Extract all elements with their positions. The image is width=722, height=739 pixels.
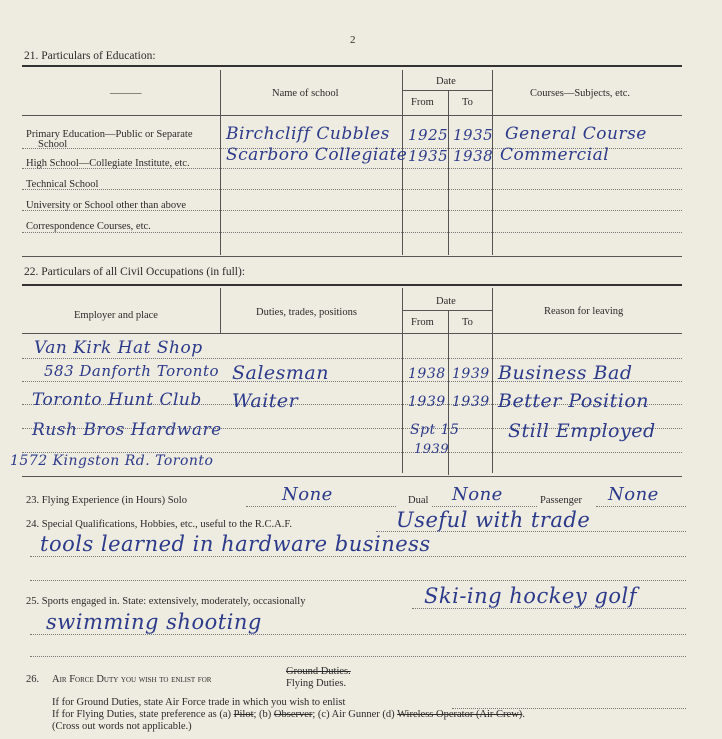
section-23-label: 23. Flying Experience (in Hours) Solo — [26, 495, 187, 506]
duties-1: Salesman — [232, 362, 329, 384]
option-b: ; (b) — [253, 709, 272, 720]
flying-end: . — [522, 709, 525, 720]
s25-line-2 — [30, 634, 686, 635]
occ-3-from: Spt 15 — [410, 422, 460, 438]
occ-2-to: 1939 — [452, 394, 490, 410]
primary-course: General Course — [505, 124, 647, 144]
occ-1-from: 1938 — [408, 366, 446, 382]
col-from: From — [411, 97, 434, 108]
col-reason: Reason for leaving — [544, 306, 624, 317]
employer-1-name: Van Kirk Hat Shop — [34, 338, 203, 358]
employer-3-place: 1572 Kingston Rd. Toronto — [10, 453, 214, 469]
dual-label: Dual — [408, 495, 429, 506]
option-c: ; (c) Air Gunner (d) — [312, 709, 395, 720]
wireless-option: Wireless Operator (Air Crew) — [397, 709, 523, 720]
col-date-22: Date — [436, 296, 456, 307]
section-26-num: 26. — [26, 674, 40, 685]
col-school: Name of school — [272, 88, 339, 99]
duties-2: Waiter — [232, 390, 299, 412]
cross-out-note: (Cross out words not applicable.) — [52, 721, 192, 732]
s24-line-2 — [30, 556, 686, 557]
sports-2: swimming shooting — [46, 610, 262, 634]
observer-option: Observer — [273, 709, 313, 720]
occ-3-from-year: 1939 — [414, 442, 450, 457]
section-21-title: 21. Particulars of Education: — [24, 50, 156, 62]
occ-2-from: 1939 — [408, 394, 446, 410]
s25-line-3 — [30, 656, 686, 657]
s24-line-3 — [30, 580, 686, 581]
row-label-primary-2: School — [38, 139, 68, 150]
col-employer: Employer and place — [74, 310, 158, 321]
row-label-technical: Technical School — [26, 179, 99, 190]
col-from-22: From — [411, 317, 434, 328]
primary-from: 1925 — [408, 126, 449, 144]
qualifications-1: Useful with trade — [396, 508, 591, 532]
section-25-label: 25. Sports engaged in. State: extensively, moderately, occasionally — [26, 596, 306, 607]
col-duties: Duties, trades, positions — [256, 307, 357, 318]
passenger-label: Passenger — [540, 495, 582, 506]
row-label-correspondence: Correspondence Courses, etc. — [26, 221, 151, 232]
employer-3-name: Rush Bros Hardware — [32, 420, 222, 440]
section-22-title: 22. Particulars of all Civil Occupations (in full): — [24, 266, 246, 278]
pilot-option: Pilot — [233, 709, 254, 720]
reason-2: Better Position — [498, 390, 650, 412]
row-label-primary: Primary Education—Public or Separate — [26, 129, 193, 140]
reason-1: Business Bad — [498, 362, 633, 384]
solo-hours: None — [282, 484, 333, 505]
flying-prefix: If for Flying Duties, state preference as (a) — [52, 709, 232, 720]
rule — [22, 65, 682, 67]
section-24-label: 24. Special Qualifications, Hobbies, etc., useful to the R.C.A.F. — [26, 519, 292, 530]
dual-hours: None — [452, 484, 503, 505]
high-from: 1935 — [408, 147, 449, 165]
row-label-university: University or School other than above — [26, 200, 187, 211]
employer-2-name: Toronto Hunt Club — [32, 390, 202, 410]
sports-1: Ski-ing hockey golf — [424, 584, 637, 608]
rule — [22, 284, 682, 286]
qualifications-2: tools learned in hardware business — [40, 532, 431, 556]
primary-to: 1935 — [453, 126, 494, 144]
row-label-high: High School—Collegiate Institute, etc. — [26, 158, 190, 169]
passenger-hours: None — [608, 484, 659, 505]
high-to: 1938 — [453, 147, 494, 165]
reason-3: Still Employed — [508, 420, 656, 442]
solo-line — [246, 506, 396, 507]
opt-flying-duties: Flying Duties. — [286, 678, 347, 689]
s25-line-1 — [412, 608, 686, 609]
ground-duties-line: If for Ground Duties, state Air Force trade in which you wish to enlist — [52, 697, 346, 708]
employer-1-place: 583 Danforth Toronto — [44, 362, 220, 380]
col-to-22: To — [462, 317, 473, 328]
dual-line — [432, 506, 537, 507]
page-number: 2 — [350, 34, 356, 46]
occ-1-to: 1939 — [452, 366, 490, 382]
high-school-name: Scarboro Collegiate — [226, 145, 408, 165]
col-to: To — [462, 97, 473, 108]
col-date: Date — [436, 76, 456, 87]
col-blank: ——— — [110, 88, 142, 99]
opt-ground-duties: Ground Duties. — [286, 666, 351, 677]
high-course: Commercial — [500, 145, 610, 165]
section-26-label: Air Force Duty you wish to enlist for — [52, 674, 212, 685]
col-courses: Courses—Subjects, etc. — [530, 88, 631, 99]
primary-school-name: Birchcliff Cubbles — [226, 124, 390, 144]
passenger-line — [596, 506, 686, 507]
flying-duties-line — [52, 709, 525, 720]
